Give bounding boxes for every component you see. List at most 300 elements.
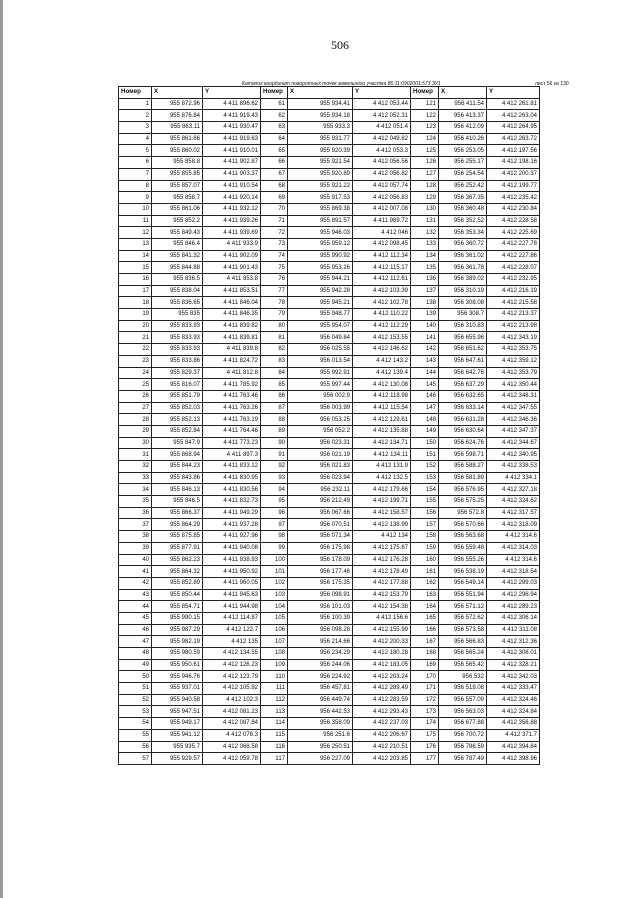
table-row bbox=[119, 753, 540, 765]
x-coordinate: 956 624.76 bbox=[439, 437, 487, 449]
table-row bbox=[119, 332, 540, 344]
y-coordinate: 4 411 950.92 bbox=[203, 566, 261, 578]
table-row bbox=[119, 168, 540, 180]
y-coordinate: 4 412 007.08 bbox=[353, 203, 411, 215]
x-coordinate: 956 361.78 bbox=[439, 262, 487, 274]
point-number: 52 bbox=[119, 694, 152, 706]
y-coordinate: 4 412 087.84 bbox=[203, 718, 261, 730]
table-row bbox=[119, 484, 540, 496]
y-coordinate: 4 412 237.03 bbox=[353, 718, 411, 730]
y-coordinate: 4 412 356.88 bbox=[487, 718, 540, 730]
y-coordinate: 4 412 347.37 bbox=[487, 425, 540, 437]
point-number: 156 bbox=[411, 507, 439, 519]
x-coordinate: 956 067.66 bbox=[288, 507, 353, 519]
point-number: 85 bbox=[261, 379, 288, 391]
y-coordinate: 4 411 903.37 bbox=[203, 168, 261, 180]
y-coordinate: 4 412 126.23 bbox=[203, 659, 261, 671]
y-coordinate: 4 412 235.42 bbox=[487, 192, 540, 204]
x-coordinate: 955 852.84 bbox=[152, 425, 203, 437]
point-number: 55 bbox=[119, 729, 152, 741]
table-row bbox=[119, 145, 540, 157]
y-coordinate: 4 412 263.72 bbox=[487, 133, 540, 145]
x-coordinate: 956 559.48 bbox=[439, 542, 487, 554]
x-coordinate: 955 869.38 bbox=[288, 203, 353, 215]
y-coordinate: 4 412 177.88 bbox=[353, 577, 411, 589]
x-coordinate: 956 214.66 bbox=[288, 636, 353, 648]
y-coordinate: 4 411 830.56 bbox=[203, 484, 261, 496]
x-coordinate: 956 700.72 bbox=[439, 729, 487, 741]
y-coordinate: 4 412 228.58 bbox=[487, 215, 540, 227]
point-number: 53 bbox=[119, 706, 152, 718]
point-number: 39 bbox=[119, 542, 152, 554]
point-number: 152 bbox=[411, 461, 439, 473]
point-number: 177 bbox=[411, 753, 439, 765]
x-coordinate: 956 250.51 bbox=[288, 741, 353, 753]
point-number: 157 bbox=[411, 519, 439, 531]
point-number: 54 bbox=[119, 718, 152, 730]
y-coordinate: 4 411 853.8 bbox=[203, 274, 261, 286]
y-coordinate: 4 412 344.67 bbox=[487, 437, 540, 449]
table-row bbox=[119, 98, 540, 110]
point-number: 162 bbox=[411, 577, 439, 589]
table-row bbox=[119, 402, 540, 414]
point-number: 64 bbox=[261, 133, 288, 145]
y-coordinate: 4 412 134 bbox=[353, 531, 411, 543]
y-coordinate: 4 412 134.71 bbox=[353, 437, 411, 449]
x-coordinate: 955 990.92 bbox=[288, 250, 353, 262]
table-row bbox=[119, 461, 540, 473]
x-coordinate: 956 581.89 bbox=[439, 472, 487, 484]
point-number: 70 bbox=[261, 203, 288, 215]
table-row bbox=[119, 718, 540, 730]
point-number: 66 bbox=[261, 157, 288, 169]
y-coordinate: 4 412 053.3 bbox=[353, 145, 411, 157]
y-coordinate: 4 412 112.61 bbox=[353, 274, 411, 286]
y-coordinate: 4 411 939.69 bbox=[203, 227, 261, 239]
point-number: 174 bbox=[411, 718, 439, 730]
y-coordinate: 4 412 216.19 bbox=[487, 285, 540, 297]
point-number: 51 bbox=[119, 683, 152, 695]
y-coordinate: 4 412 198.16 bbox=[487, 157, 540, 169]
x-coordinate: 956 677.88 bbox=[439, 718, 487, 730]
x-coordinate: 955 945.21 bbox=[288, 297, 353, 309]
x-coordinate: 956 098.91 bbox=[288, 589, 353, 601]
point-number: 6 bbox=[119, 157, 152, 169]
x-coordinate: 955 852.13 bbox=[152, 414, 203, 426]
point-number: 158 bbox=[411, 531, 439, 543]
y-coordinate: 4 412 138.99 bbox=[353, 519, 411, 531]
x-coordinate: 955 862.23 bbox=[152, 554, 203, 566]
x-coordinate: 955 935.7 bbox=[152, 741, 203, 753]
y-coordinate: 4 412 203.85 bbox=[353, 753, 411, 765]
y-coordinate: 4 412 398.96 bbox=[487, 753, 540, 765]
y-coordinate: 4 411 933.9 bbox=[203, 238, 261, 250]
y-coordinate: 4 412 289.23 bbox=[487, 601, 540, 613]
x-coordinate: 956 642.76 bbox=[439, 367, 487, 379]
y-coordinate: 4 411 960.05 bbox=[203, 577, 261, 589]
point-number: 112 bbox=[261, 694, 288, 706]
x-coordinate: 956 457.81 bbox=[288, 683, 353, 695]
x-coordinate: 955 987.29 bbox=[152, 624, 203, 636]
x-coordinate: 956 101.03 bbox=[288, 601, 353, 613]
x-coordinate: 956 630.64 bbox=[439, 425, 487, 437]
point-number: 84 bbox=[261, 367, 288, 379]
x-coordinate: 955 940.58 bbox=[152, 694, 203, 706]
point-number: 4 bbox=[119, 133, 152, 145]
point-number: 14 bbox=[119, 250, 152, 262]
point-number: 144 bbox=[411, 367, 439, 379]
point-number: 29 bbox=[119, 425, 152, 437]
x-coordinate: 956 557.09 bbox=[439, 694, 487, 706]
y-coordinate: 4 412 112.29 bbox=[353, 320, 411, 332]
table-row bbox=[119, 379, 540, 391]
point-number: 65 bbox=[261, 145, 288, 157]
table-row bbox=[119, 729, 540, 741]
x-coordinate: 956 023.94 bbox=[288, 472, 353, 484]
point-number: 16 bbox=[119, 274, 152, 286]
y-coordinate: 4 411 812.8 bbox=[203, 367, 261, 379]
y-coordinate: 4 412 206.67 bbox=[353, 729, 411, 741]
y-coordinate: 4 412 299.03 bbox=[487, 577, 540, 589]
y-coordinate: 4 412 263.04 bbox=[487, 110, 540, 122]
y-coordinate: 4 412 328.21 bbox=[487, 659, 540, 671]
x-coordinate: 956 053.25 bbox=[288, 414, 353, 426]
y-coordinate: 4 412 102.78 bbox=[353, 297, 411, 309]
y-coordinate: 4 411 927.96 bbox=[203, 531, 261, 543]
y-coordinate: 4 412 261.81 bbox=[487, 98, 540, 110]
y-coordinate: 4 412 353.75 bbox=[487, 344, 540, 356]
y-coordinate: 4 412 130.08 bbox=[353, 379, 411, 391]
point-number: 169 bbox=[411, 659, 439, 671]
point-number: 164 bbox=[411, 601, 439, 613]
table-row bbox=[119, 309, 540, 321]
x-coordinate: 955 858.7 bbox=[152, 192, 203, 204]
y-coordinate: 4 412 053.44 bbox=[353, 98, 411, 110]
x-coordinate: 956 234.29 bbox=[288, 648, 353, 660]
point-number: 19 bbox=[119, 309, 152, 321]
point-number: 176 bbox=[411, 741, 439, 753]
x-coordinate: 956 254.54 bbox=[439, 168, 487, 180]
y-coordinate: 4 412 213.37 bbox=[487, 309, 540, 321]
y-coordinate: 4 412 342.03 bbox=[487, 671, 540, 683]
x-coordinate: 956 651.62 bbox=[439, 344, 487, 356]
y-coordinate: 4 411 763.46 bbox=[203, 390, 261, 402]
point-number: 79 bbox=[261, 309, 288, 321]
y-coordinate: 4 412 059.78 bbox=[203, 753, 261, 765]
page-number: 506 bbox=[331, 38, 349, 52]
x-coordinate: 955 877.91 bbox=[152, 542, 203, 554]
x-coordinate: 956 449.74 bbox=[288, 694, 353, 706]
x-coordinate: 955 868.94 bbox=[152, 449, 203, 461]
x-coordinate: 956 252.42 bbox=[439, 180, 487, 192]
x-coordinate: 955 857.07 bbox=[152, 180, 203, 192]
x-coordinate: 956 232.11 bbox=[288, 484, 353, 496]
point-number: 160 bbox=[411, 554, 439, 566]
point-number: 170 bbox=[411, 671, 439, 683]
x-coordinate: 956 358.09 bbox=[288, 718, 353, 730]
x-coordinate: 955 937.01 bbox=[152, 683, 203, 695]
x-coordinate: 955 861.66 bbox=[152, 133, 203, 145]
point-number: 89 bbox=[261, 425, 288, 437]
x-coordinate: 956 100.39 bbox=[288, 612, 353, 624]
point-number: 136 bbox=[411, 274, 439, 286]
point-number: 9 bbox=[119, 192, 152, 204]
x-coordinate: 955 833.93 bbox=[152, 320, 203, 332]
point-number: 3 bbox=[119, 122, 152, 134]
table-row bbox=[119, 367, 540, 379]
point-number: 115 bbox=[261, 729, 288, 741]
table-row bbox=[119, 472, 540, 484]
point-number: 18 bbox=[119, 297, 152, 309]
y-coordinate: 4 412 056.56 bbox=[353, 157, 411, 169]
x-coordinate: 955 861.06 bbox=[152, 203, 203, 215]
header-number: Номер bbox=[411, 87, 439, 99]
x-coordinate: 955 941.12 bbox=[152, 729, 203, 741]
table-row bbox=[119, 507, 540, 519]
table-row bbox=[119, 297, 540, 309]
point-number: 15 bbox=[119, 262, 152, 274]
point-number: 128 bbox=[411, 180, 439, 192]
point-number: 44 bbox=[119, 601, 152, 613]
y-coordinate: 4 412 215.58 bbox=[487, 297, 540, 309]
x-coordinate: 956 598.71 bbox=[439, 449, 487, 461]
x-coordinate: 955 872.96 bbox=[152, 98, 203, 110]
table-row bbox=[119, 320, 540, 332]
x-coordinate: 956 412.09 bbox=[439, 122, 487, 134]
header-x: X bbox=[152, 87, 203, 99]
y-coordinate: 4 412 232.95 bbox=[487, 274, 540, 286]
point-number: 97 bbox=[261, 519, 288, 531]
point-number: 100 bbox=[261, 554, 288, 566]
point-number: 155 bbox=[411, 496, 439, 508]
x-coordinate: 955 920.89 bbox=[288, 168, 353, 180]
y-coordinate: 4 412 081.23 bbox=[203, 706, 261, 718]
point-number: 22 bbox=[119, 344, 152, 356]
point-number: 34 bbox=[119, 484, 152, 496]
y-coordinate: 4 412 318.09 bbox=[487, 519, 540, 531]
point-number: 98 bbox=[261, 531, 288, 543]
point-number: 166 bbox=[411, 624, 439, 636]
y-coordinate: 4 411 830.95 bbox=[203, 472, 261, 484]
point-number: 47 bbox=[119, 636, 152, 648]
point-number: 142 bbox=[411, 344, 439, 356]
y-coordinate: 4 412 296.94 bbox=[487, 589, 540, 601]
x-coordinate: 956 565.42 bbox=[439, 659, 487, 671]
x-coordinate: 956 049.84 bbox=[288, 332, 353, 344]
y-coordinate: 4 412 102.3 bbox=[203, 694, 261, 706]
x-coordinate: 956 633.14 bbox=[439, 402, 487, 414]
table-row bbox=[119, 542, 540, 554]
x-coordinate: 956 631.28 bbox=[439, 414, 487, 426]
point-number: 95 bbox=[261, 496, 288, 508]
y-coordinate: 4 412 324.62 bbox=[487, 496, 540, 508]
table-row bbox=[119, 262, 540, 274]
x-coordinate: 956 655.96 bbox=[439, 332, 487, 344]
point-number: 127 bbox=[411, 168, 439, 180]
y-coordinate: 4 412 312.36 bbox=[487, 636, 540, 648]
point-number: 145 bbox=[411, 379, 439, 391]
x-coordinate: 956 549.14 bbox=[439, 577, 487, 589]
x-coordinate: 955 835 bbox=[152, 309, 203, 321]
point-number: 113 bbox=[261, 706, 288, 718]
table-row bbox=[119, 437, 540, 449]
point-number: 80 bbox=[261, 320, 288, 332]
x-coordinate: 956 098.28 bbox=[288, 624, 353, 636]
point-number: 12 bbox=[119, 227, 152, 239]
y-coordinate: 4 411 785.92 bbox=[203, 379, 261, 391]
x-coordinate: 955 843.86 bbox=[152, 472, 203, 484]
point-number: 105 bbox=[261, 612, 288, 624]
header-y: Y bbox=[353, 87, 411, 99]
point-number: 8 bbox=[119, 180, 152, 192]
x-coordinate: 955 953.26 bbox=[288, 262, 353, 274]
point-number: 62 bbox=[261, 110, 288, 122]
y-coordinate: 4 412 348.31 bbox=[487, 390, 540, 402]
point-number: 42 bbox=[119, 577, 152, 589]
x-coordinate: 956 310.83 bbox=[439, 320, 487, 332]
y-coordinate: 4 411 919.63 bbox=[203, 133, 261, 145]
x-coordinate: 955 876.84 bbox=[152, 110, 203, 122]
y-coordinate: 4 411 920.14 bbox=[203, 192, 261, 204]
point-number: 121 bbox=[411, 98, 439, 110]
point-number: 165 bbox=[411, 612, 439, 624]
table-row bbox=[119, 122, 540, 134]
point-number: 131 bbox=[411, 215, 439, 227]
x-coordinate: 956 572.8 bbox=[439, 507, 487, 519]
y-coordinate: 4 411 940.08 bbox=[203, 542, 261, 554]
point-number: 94 bbox=[261, 484, 288, 496]
table-row bbox=[119, 344, 540, 356]
point-number: 13 bbox=[119, 238, 152, 250]
x-coordinate: 955 836.5 bbox=[152, 274, 203, 286]
y-coordinate: 4 411 763.26 bbox=[203, 402, 261, 414]
x-coordinate: 956 563.03 bbox=[439, 706, 487, 718]
point-number: 57 bbox=[119, 753, 152, 765]
point-number: 129 bbox=[411, 192, 439, 204]
point-number: 45 bbox=[119, 612, 152, 624]
y-coordinate: 4 412 179.66 bbox=[353, 484, 411, 496]
point-number: 104 bbox=[261, 601, 288, 613]
table-row bbox=[119, 531, 540, 543]
table-row bbox=[119, 215, 540, 227]
table-row bbox=[119, 694, 540, 706]
x-coordinate: 955 829.37 bbox=[152, 367, 203, 379]
y-coordinate: 4 412 046 bbox=[353, 227, 411, 239]
y-coordinate: 4 412 052.31 bbox=[353, 110, 411, 122]
x-coordinate: 956 003.99 bbox=[288, 402, 353, 414]
x-coordinate: 956 002.9 bbox=[288, 390, 353, 402]
point-number: 159 bbox=[411, 542, 439, 554]
point-number: 140 bbox=[411, 320, 439, 332]
y-coordinate: 4 412 051.4 bbox=[353, 122, 411, 134]
coordinate-table bbox=[118, 86, 540, 765]
point-number: 5 bbox=[119, 145, 152, 157]
y-coordinate: 4 412 308.01 bbox=[487, 648, 540, 660]
y-coordinate: 4 412 156.6 bbox=[353, 612, 411, 624]
point-number: 63 bbox=[261, 122, 288, 134]
y-coordinate: 4 411 901.43 bbox=[203, 262, 261, 274]
y-coordinate: 4 412 175.67 bbox=[353, 542, 411, 554]
table-row bbox=[119, 180, 540, 192]
table-row bbox=[119, 519, 540, 531]
table-row bbox=[119, 133, 540, 145]
y-coordinate: 4 412 227.78 bbox=[487, 238, 540, 250]
point-number: 26 bbox=[119, 390, 152, 402]
y-coordinate: 4 412 122.7 bbox=[203, 624, 261, 636]
x-coordinate: 955 847.9 bbox=[152, 437, 203, 449]
point-number: 134 bbox=[411, 250, 439, 262]
y-coordinate: 4 412 155.99 bbox=[353, 624, 411, 636]
point-number: 48 bbox=[119, 648, 152, 660]
y-coordinate: 4 411 932.12 bbox=[203, 203, 261, 215]
point-number: 147 bbox=[411, 402, 439, 414]
table-row bbox=[119, 425, 540, 437]
x-coordinate: 955 852.03 bbox=[152, 402, 203, 414]
x-coordinate: 955 864.32 bbox=[152, 566, 203, 578]
x-coordinate: 956 442.53 bbox=[288, 706, 353, 718]
y-coordinate: 4 412 350.44 bbox=[487, 379, 540, 391]
x-coordinate: 956 532 bbox=[439, 671, 487, 683]
point-number: 175 bbox=[411, 729, 439, 741]
x-coordinate: 956 310.19 bbox=[439, 285, 487, 297]
x-coordinate: 956 025.55 bbox=[288, 344, 353, 356]
y-coordinate: 4 412 283.59 bbox=[353, 694, 411, 706]
table-caption: Каталог координат поворотных точек земельного участка 86:11:0902001:573 ЗУ1 bbox=[242, 81, 441, 87]
y-coordinate: 4 412 123.79 bbox=[203, 671, 261, 683]
x-coordinate: 955 921.54 bbox=[288, 157, 353, 169]
x-coordinate: 955 849.43 bbox=[152, 227, 203, 239]
x-coordinate: 955 866.37 bbox=[152, 507, 203, 519]
x-coordinate: 956 251.6 bbox=[288, 729, 353, 741]
y-coordinate: 4 412 359.12 bbox=[487, 355, 540, 367]
table-row bbox=[119, 659, 540, 671]
x-coordinate: 956 555.26 bbox=[439, 554, 487, 566]
x-coordinate: 955 950.61 bbox=[152, 659, 203, 671]
table-row bbox=[119, 203, 540, 215]
x-coordinate: 956 389.02 bbox=[439, 274, 487, 286]
point-number: 148 bbox=[411, 414, 439, 426]
x-coordinate: 956 361.02 bbox=[439, 250, 487, 262]
point-number: 83 bbox=[261, 355, 288, 367]
point-number: 2 bbox=[119, 110, 152, 122]
x-coordinate: 956 413.37 bbox=[439, 110, 487, 122]
point-number: 135 bbox=[411, 262, 439, 274]
y-coordinate: 4 412 318.54 bbox=[487, 566, 540, 578]
x-coordinate: 956 519.08 bbox=[439, 683, 487, 695]
x-coordinate: 956 071.34 bbox=[288, 531, 353, 543]
x-coordinate: 956 565.24 bbox=[439, 648, 487, 660]
x-coordinate: 956 360.72 bbox=[439, 238, 487, 250]
point-number: 77 bbox=[261, 285, 288, 297]
table-header-row bbox=[119, 87, 540, 99]
point-number: 74 bbox=[261, 250, 288, 262]
y-coordinate: 4 412 353.79 bbox=[487, 367, 540, 379]
y-coordinate: 4 412 213.98 bbox=[487, 320, 540, 332]
point-number: 133 bbox=[411, 238, 439, 250]
x-coordinate: 956 563.68 bbox=[439, 531, 487, 543]
x-coordinate: 956 021.83 bbox=[288, 461, 353, 473]
y-coordinate: 4 412 158.57 bbox=[353, 507, 411, 519]
y-coordinate: 4 411 832.73 bbox=[203, 496, 261, 508]
y-coordinate: 4 412 264.95 bbox=[487, 122, 540, 134]
y-coordinate: 4 411 839.82 bbox=[203, 320, 261, 332]
x-coordinate: 956 212.49 bbox=[288, 496, 353, 508]
x-coordinate: 955 947.51 bbox=[152, 706, 203, 718]
point-number: 76 bbox=[261, 274, 288, 286]
table-row bbox=[119, 624, 540, 636]
table-row bbox=[119, 274, 540, 286]
x-coordinate: 955 852.2 bbox=[152, 215, 203, 227]
